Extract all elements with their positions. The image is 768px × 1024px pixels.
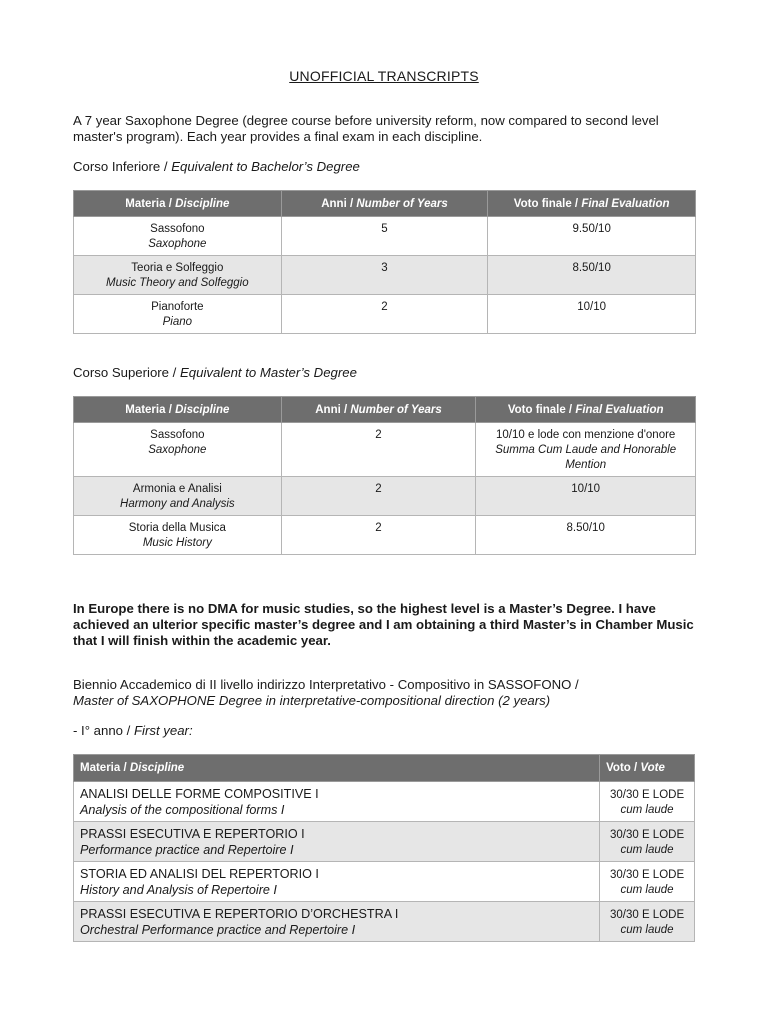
section-name: Corso Superiore / (73, 365, 181, 380)
cell-discipline: STORIA ED ANALISI DEL REPERTORIO I History and Analysis of Repertoire I (74, 862, 600, 902)
statement-paragraph: In Europe there is no DMA for music studies, so the highest level is a Master’s Degree. I have achieved an ulterior specific master’s degree and I am obtaining a third Master’s in Chamber Music that I will finish within the academic year. (73, 601, 694, 648)
cell-years: 2 (281, 477, 476, 516)
intro-paragraph: A 7 year Saxophone Degree (degree course before university reform, now compared to second level master's program). Each year provides a final exam in each discipline. (73, 113, 659, 144)
section-equivalent: Equivalent to Master’s Degree (180, 365, 357, 380)
section-heading-superiore (73, 365, 357, 381)
table-corso-superiore (73, 396, 696, 555)
cell-years: 5 (281, 217, 488, 256)
cell-vote: 30/30 E LODE cum laude (600, 902, 695, 942)
table-header-row (74, 397, 696, 423)
header-materia: Materia / Discipline (74, 191, 282, 217)
cell-discipline: Storia della Musica Music History (74, 516, 282, 555)
header-materia: Materia / Discipline (74, 755, 600, 782)
table-row (74, 902, 695, 942)
cell-years: 2 (281, 295, 488, 334)
table-row (74, 477, 696, 516)
cell-discipline: Sassofono Saxophone (74, 423, 282, 477)
cell-grade: 10/10 (476, 477, 696, 516)
cell-discipline: PRASSI ESECUTIVA E REPERTORIO D’ORCHESTRA I Orchestral Performance practice and Repertoire I (74, 902, 600, 942)
cell-discipline: Teoria e Solfeggio Music Theory and Solfeggio (74, 256, 282, 295)
header-anni: Anni / Number of Years (281, 191, 488, 217)
cell-discipline: Armonia e Analisi Harmony and Analysis (74, 477, 282, 516)
header-anni: Anni / Number of Years (281, 397, 476, 423)
first-year-heading: - I° anno / First year: (73, 723, 193, 738)
table-row (74, 516, 696, 555)
table-first-year (73, 754, 695, 942)
header-voto: Voto finale / Final Evaluation (488, 191, 696, 217)
cell-years: 2 (281, 516, 476, 555)
table-row (74, 782, 695, 822)
cell-years: 2 (281, 423, 476, 477)
table-row (74, 822, 695, 862)
cell-vote: 30/30 E LODE cum laude (600, 822, 695, 862)
cell-grade: 8.50/10 (488, 256, 696, 295)
cell-years: 3 (281, 256, 488, 295)
cell-grade: 10/10 e lode con menzione d'onore Summa Cum Laude and Honorable Mention (476, 423, 696, 477)
header-voto: Voto / Vote (600, 755, 695, 782)
table-row (74, 217, 696, 256)
section-heading-inferiore (73, 159, 360, 175)
cell-grade: 10/10 (488, 295, 696, 334)
table-row (74, 256, 696, 295)
table-row (74, 423, 696, 477)
cell-discipline: Pianoforte Piano (74, 295, 282, 334)
table-header-row (74, 755, 695, 782)
table-corso-inferiore (73, 190, 696, 334)
biennio-heading: Biennio Accademico di II livello indirizzo Interpretativo - Compositivo in SASSOFONO / Master of SAXOPHONE Degree in interpretative-compositional direction (2 years) (73, 677, 579, 708)
table-row (74, 295, 696, 334)
section-name: Corso Inferiore / (73, 159, 172, 174)
cell-vote: 30/30 E LODE cum laude (600, 862, 695, 902)
table-header-row (74, 191, 696, 217)
table-row (74, 862, 695, 902)
section-equivalent: Equivalent to Bachelor’s Degree (171, 159, 360, 174)
header-materia: Materia / Discipline (74, 397, 282, 423)
page-title: UNOFFICIAL TRANSCRIPTS (289, 68, 479, 84)
cell-vote: 30/30 E LODE cum laude (600, 782, 695, 822)
cell-grade: 8.50/10 (476, 516, 696, 555)
cell-discipline: ANALISI DELLE FORME COMPOSITIVE I Analysis of the compositional forms I (74, 782, 600, 822)
cell-grade: 9.50/10 (488, 217, 696, 256)
header-voto: Voto finale / Final Evaluation (476, 397, 696, 423)
cell-discipline: PRASSI ESECUTIVA E REPERTORIO I Performance practice and Repertoire I (74, 822, 600, 862)
cell-discipline: Sassofono Saxophone (74, 217, 282, 256)
